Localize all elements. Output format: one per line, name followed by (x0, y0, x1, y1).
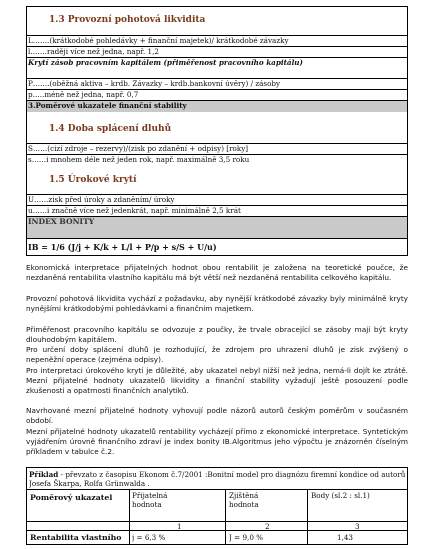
paragraph-3: Přiměřenost pracovního kapitálu se odvozuje z poučky, že trvale obracející se zásoby mají být kryty dlouhodobým kapitálem. (26, 325, 408, 344)
example-title-rest: - převzato z časopisu Ekonom č.7/2001 :Bonitní model pro diagnózu firemní kondice od autorů Josefa Škarpa, Rolfa Grünwalda . (29, 470, 406, 488)
col-header-body: Body (sl.2 : sl.1) (311, 491, 370, 500)
heading-1-3: 1.3 Provozní pohotová likvidita (49, 15, 206, 25)
row-L-note: l…….raději více než jedna, např. 1,2 (27, 46, 407, 57)
col-header-zjistena: Zjištěná hodnota (229, 491, 259, 509)
example-table (26, 467, 408, 545)
row-S-note: s……i mnohem déle než jeden rok, např. maximálně 3,5 roku (27, 154, 407, 165)
row-label-rentabilita: Rentabilita vlastního (30, 533, 122, 542)
example-title: Příklad (29, 470, 59, 479)
row-L: L…….(krátkodobé pohledávky + finanční majetek)/ krátkodobé závazky (27, 35, 407, 46)
row-value-body: 1,43 (337, 533, 354, 542)
heading-1-4: 1.4 Doba splácení dluhů (49, 124, 172, 134)
col-header-prijatelna: Přijatelná hodnota (132, 491, 168, 509)
row-value-prijatelna: j = 6,3 % (132, 533, 166, 542)
col-number-3: 3 (355, 522, 360, 531)
table-vrule (225, 489, 226, 544)
example-caption (29, 470, 407, 488)
table-rule (27, 530, 407, 531)
paragraph-1: Ekonomická interpretace přijatelných hodnot obou rentabilit je založena na teoretické poučce, že nezdaněná rentabilita vlastního kapitálu má být větší než nezdaněná rentabilita celkového kapitálu. (26, 263, 408, 282)
row-value-zjistena: J = 9,0 % (229, 533, 264, 542)
index-formula: IB = 1/6 (J/j + K/k + L/l + P/p + s/S + U/u) (27, 238, 407, 257)
formula-box (26, 6, 408, 256)
table-rule (27, 489, 407, 490)
col-number-2: 2 (265, 522, 270, 531)
table-rule (27, 521, 407, 522)
paragraph-6: Navrhované mezní přijatelné hodnoty vyhovují podle názorů autorů českým poměrům v současném období. (26, 406, 408, 425)
row-U: U……zisk před úroky a zdaněním/ úroky (27, 194, 407, 205)
kapital-title: Krytí zásob pracovním kapitálem (přiměřenost pracovního kapitálu) (27, 57, 407, 78)
col-number-1: 1 (177, 522, 182, 531)
ukazatele-row: 3.Poměrové ukazatele finanční stability (27, 100, 407, 112)
row-U-note: u……i značně více než jedenkrát, např. minimálně 2,5 krát (27, 205, 407, 216)
table-vrule (307, 489, 308, 544)
index-title: INDEX BONITY (27, 216, 407, 239)
row-P: P…….(oběžná aktiva – krdb. Závazky – krdb.bankovní úvěry) / zásoby (27, 78, 407, 89)
paragraph-5: Pro interpretaci úrokového krytí je důležité, aby ukazatel nebyl nižší než jedna, nemá-li dojít ke ztrátě. Mezní přijatelné hodnoty ukazatelů likvidity a finanční stability vyžadují ještě posouzení podle zkušenosti a opatrnosti finančních analytiků. (26, 366, 408, 395)
table-vrule (129, 489, 130, 544)
col-header-ukazatel: Poměrový ukazatel (30, 493, 113, 502)
row-P-note: p…..méně než jedna, např. 0,7 (27, 89, 407, 100)
heading-1-5: 1.5 Úrokové krytí (49, 175, 137, 185)
row-S: S……(cizí zdroje – rezervy)/(zisk po zdanění + odpisy) [roky] (27, 143, 407, 154)
paragraph-4: Pro určení doby splácení dluhů je rozhodující, že zdrojem pro uhrazení dluhů je zisk zvýšený o nepeněžní operace (zejména odpisy). (26, 345, 408, 364)
paragraph-7: Mezní přijatelné hodnoty ukazatelů rentability vycházejí přímo z ekonomické interpretace. Syntetickým vyjádřením úrovně finančního zdraví je index bonity IB.Algoritmus jeho výpočtu je znázorněn číselným příkladem v tabulce č.2. (26, 427, 408, 456)
paragraph-2: Provozní pohotová likvidita vychází z požadavku, aby nynější krátkodobé závazky byly minimálně kryty nynějšími krátkodobými pohledávkami a finančním majetkem. (26, 294, 408, 313)
